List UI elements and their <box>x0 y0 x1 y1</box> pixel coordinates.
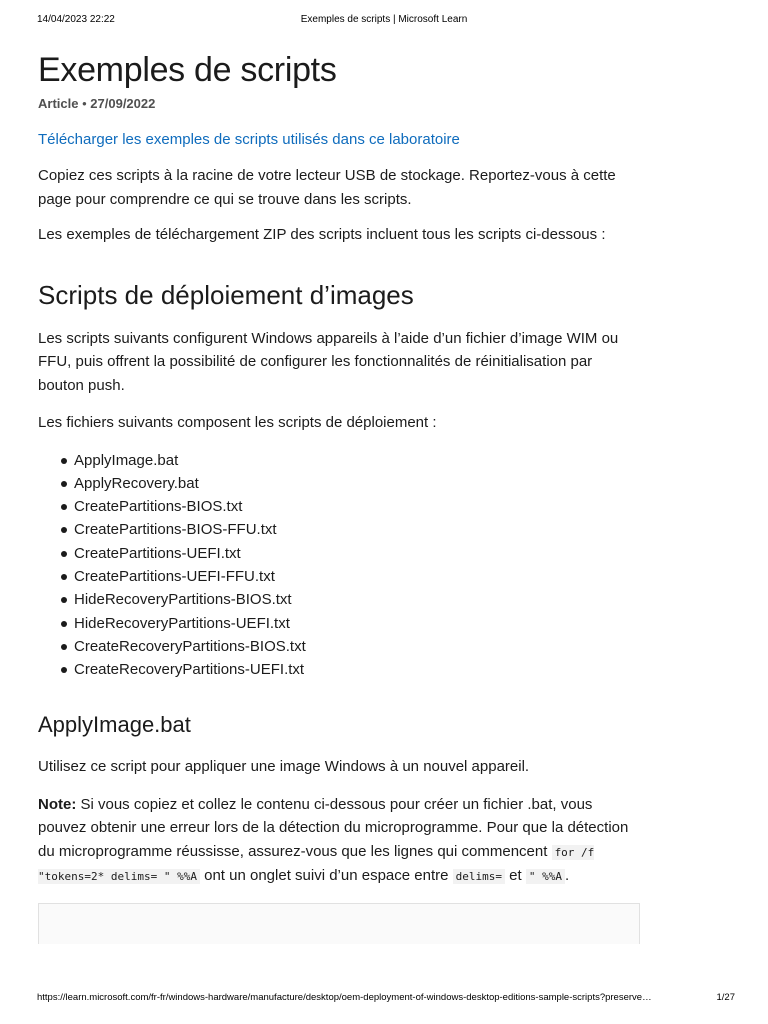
list-item: CreateRecoveryPartitions-BIOS.txt <box>74 635 638 658</box>
page-title: Exemples de scripts <box>38 51 337 89</box>
print-url: https://learn.microsoft.com/fr-fr/windows-hardware/manufacture/desktop/oem-deployment-of-windows-desktop-editions-sample-scripts?preserve… <box>37 992 652 1003</box>
applyimage-note <box>38 793 638 889</box>
print-footer <box>0 992 768 1008</box>
list-item: CreateRecoveryPartitions-UEFI.txt <box>74 658 638 681</box>
list-item: HideRecoveryPartitions-UEFI.txt <box>74 612 638 635</box>
article-content <box>38 50 638 944</box>
note-text: . <box>564 867 570 885</box>
article-date: 27/09/2022 <box>90 96 156 111</box>
note-text: ont un onglet suivi d’un espace entre <box>199 867 453 885</box>
applyimage-heading: ApplyImage.bat <box>38 712 191 738</box>
article-type: Article <box>38 96 79 111</box>
note-label: Note: <box>38 795 77 813</box>
inline-code: " %%A <box>526 869 565 884</box>
print-page-title: Exemples de scripts | Microsoft Learn <box>300 14 468 25</box>
intro-zip-paragraph: Les exemples de téléchargement ZIP des scripts incluent tous les scripts ci-dessous : <box>38 226 606 243</box>
list-item: CreatePartitions-BIOS.txt <box>74 495 638 518</box>
article-meta <box>38 96 638 112</box>
intro-copy-paragraph: Copiez ces scripts à la racine de votre lecteur USB de stockage. Reportez-vous à cette page pour comprendre ce qui se trouve dans les scripts. <box>38 167 616 208</box>
print-datetime: 14/04/2023 22:22 <box>37 14 115 25</box>
code-block <box>38 903 640 944</box>
deployment-section-heading: Scripts de déploiement d’images <box>38 279 414 310</box>
deployment-files-list <box>38 449 638 682</box>
print-header <box>0 14 768 30</box>
applyimage-usage: Utilisez ce script pour appliquer une image Windows à un nouvel appareil. <box>38 758 530 776</box>
inline-code: delims= <box>453 869 505 884</box>
list-item: ApplyImage.bat <box>74 449 638 472</box>
list-item: CreatePartitions-UEFI.txt <box>74 542 638 565</box>
list-item: CreatePartitions-UEFI-FFU.txt <box>74 565 638 588</box>
list-item: HideRecoveryPartitions-BIOS.txt <box>74 588 638 611</box>
deployment-files-intro: Les fichiers suivants composent les scripts de déploiement : <box>38 414 437 431</box>
page-number: 1/27 <box>716 992 735 1003</box>
inline-code: for /f "tokens=2* delims= " %%A <box>38 845 595 884</box>
list-item: CreatePartitions-BIOS-FFU.txt <box>74 518 638 541</box>
download-samples-link[interactable]: Télécharger les exemples de scripts utilisés dans ce laboratoire <box>38 131 460 148</box>
note-text: Si vous copiez et collez le contenu ci-dessous pour créer un fichier .bat, vous pouvez obtenir une erreur lors de la détection du microprogramme. Pour que la détection du microprogramme réussisse, assurez-vous que les lignes qui commencent <box>38 795 629 860</box>
deployment-description: Les scripts suivants configurent Windows appareils à l’aide d’un fichier d’image WIM ou FFU, puis offrent la possibilité de configurer les fonctionnalités de réinitialisation par bouton push. <box>38 329 619 394</box>
list-item: ApplyRecovery.bat <box>74 472 638 495</box>
meta-separator: • <box>82 96 87 111</box>
note-text: et <box>504 867 526 885</box>
